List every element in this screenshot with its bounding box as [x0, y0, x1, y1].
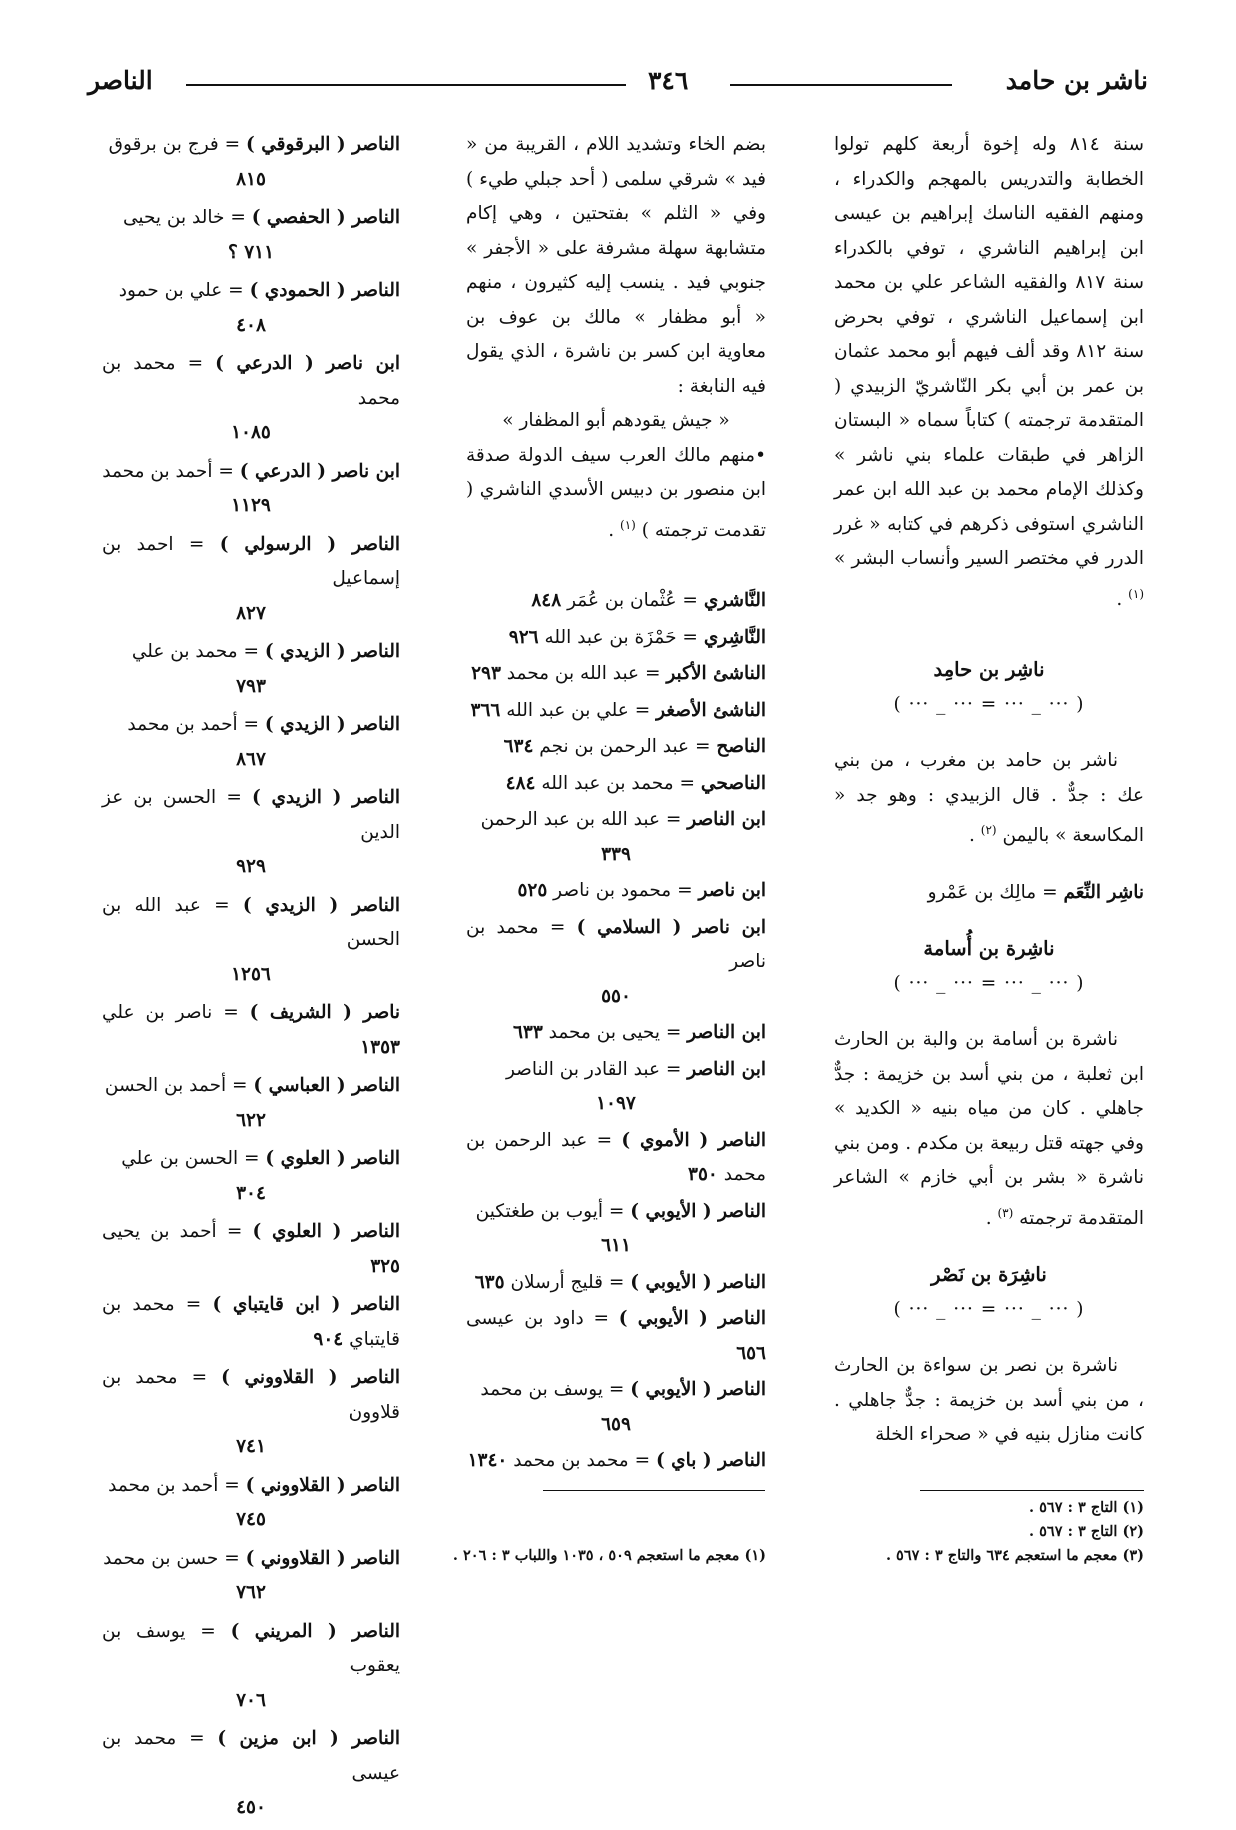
index-entry — [466, 730, 766, 765]
index-entry — [102, 708, 400, 777]
entry-name: ابن ناصر ( الدرعي ) — [239, 460, 400, 482]
entry-name: الناصر ( الحمودي ) — [249, 280, 400, 301]
entry-name: الناصر ( الحفصي ) — [251, 207, 400, 228]
entry-target: = عبد القادر بن الناصر — [505, 1058, 688, 1080]
index-entry — [102, 1288, 400, 1357]
entry-name: الناصر ( الزيدي ) — [264, 641, 400, 662]
index-entry — [466, 584, 766, 619]
entry-heading-nashir-hamid: ناشِر بن حامِد — [933, 658, 1045, 682]
entry-target: = محمد بن قايتباي — [102, 1294, 400, 1350]
verse-quote: « جيش يقودهم أبو المظفار » — [502, 410, 730, 431]
entry-death-year: ٦٢٢ — [236, 1109, 266, 1131]
entry-death-year: ٦٥٦ — [736, 1342, 766, 1364]
entry-death-year: ٤٨٤ — [505, 772, 536, 794]
entry-target: = أحمد بن محمد — [127, 714, 265, 735]
entry-name: الناصر ( الزيدي ) — [252, 787, 400, 808]
entry-target: = محمد بن ناصر — [466, 916, 766, 973]
entry-target: = عبد الله بن محمد — [500, 663, 667, 685]
entry-name: ناصر ( الشريف ) — [249, 1002, 400, 1023]
index-entry — [102, 889, 400, 993]
index-entries-left — [102, 128, 400, 1826]
index-entry — [466, 621, 766, 656]
entry-target: = علي بن عبد الله — [500, 699, 657, 721]
entry-name: الناصر ( الأموي ) — [621, 1129, 766, 1151]
index-entry — [102, 1215, 400, 1284]
entry-name: الناشئ الأكبر — [666, 663, 766, 685]
entry-target: = حَمْزَة بن عبد الله — [538, 626, 704, 648]
index-entry — [466, 1266, 766, 1301]
entry-body: ناشرة بن أسامة بن والبة بن الحارث ابن ثعلبة ، من بني أسد بن خزيمة : جدٌّ جاهلي . كان من مياه بنيه « الكديد » وفي جهته قتل ربيعة بن مكدم . ومن بني ناشرة « بشر بن أبي خازم » الشاعر المتقدمة ترجمته $^{(٣)}$ . — [834, 1029, 1144, 1229]
footnote-2: (٢) التاج ٣ : ٥٦٧ . — [1029, 1523, 1144, 1540]
index-entry — [102, 347, 400, 451]
entry-target: = أحمد بن محمد — [108, 1474, 246, 1496]
index-entry — [466, 1195, 766, 1264]
entry-dates: ( ··· _ ··· = ··· _ ··· ) — [893, 693, 1085, 715]
entry-target: = يوسف بن يعقوب — [102, 1620, 400, 1676]
entry-target: = يوسف بن محمد — [480, 1379, 631, 1401]
entry-name: الناصر ( البرقوقي ) — [246, 134, 400, 155]
entry-death-year: ٧٩٣ — [236, 675, 266, 697]
header-rule-left — [186, 84, 626, 86]
index-entry — [466, 803, 766, 872]
cross-reference: ناشِر النِّعَم = مالِك بن عَمْرو — [927, 881, 1144, 903]
entry-name: ابن ناصر ( الدرعي ) — [215, 353, 400, 374]
entry-target: = الحسن بن عز الدين — [102, 787, 400, 843]
column-right — [834, 128, 1144, 1453]
entry-target: = علي بن حمود — [118, 280, 250, 301]
entry-name: النَّاشِري — [703, 626, 766, 648]
index-entry — [102, 528, 400, 632]
entry-name: ابن ناصر — [698, 880, 766, 902]
entry-death-year: ٤٠٨ — [236, 314, 266, 336]
entry-target: = احمد بن إسماعيل — [102, 533, 400, 589]
footnote-middle: (١) معجم ما استعجم ٥٠٩ ، ١٠٣٥ واللباب ٣ : ٢٠٦ . — [452, 1547, 766, 1564]
entry-death-year: ١٠٨٥ — [231, 422, 271, 443]
entry-name: الناصر ( القلاووني ) — [245, 1547, 400, 1569]
index-entry — [102, 635, 400, 704]
index-entry — [466, 1444, 766, 1479]
entry-name: الناصر ( العباسي ) — [253, 1075, 400, 1096]
entry-death-year: ٣٥٠ — [688, 1164, 718, 1186]
entry-death-year: ٦٥٩ — [601, 1413, 631, 1435]
entry-heading-nashira-usama: ناشِرة بن أُسامة — [923, 937, 1055, 961]
index-entry — [102, 1722, 400, 1826]
entry-name: الناصر ( ابن مزين ) — [217, 1728, 400, 1749]
continued-paragraph: سنة ٨١٤ وله إخوة أربعة كلهم تولوا الخطابة والتدريس بالمهجم والكدراء ، ومنهم الفقيه الناسك إبراهيم بن عيسى ابن إبراهيم الناشري ، توفي بالكدراء سنة ٨١٧ والفقيه الشاعر علي بن محمد ابن إسماعيل الناشري ، توفي بحرض سنة ٨١٢ وقد ألف فيهم أبو محمد عثمان بن عمر بن أبي بكر النّاشريّ الزبيدي ( المتقدمة ترجمته ) كتاباً سماه « البستان الزاهر في طبقات علماء بني ناشر » وكذلك الإمام محمد بن عبد الله ابن عمر الناشري استوفى ذكرهم في كتابه « غرر الدرر في مختصر السير وأنساب البشر » $^{(١)}$ . — [834, 134, 1144, 610]
header-keyword: الناصر — [88, 66, 153, 95]
index-entry — [102, 274, 400, 343]
index-entries-middle — [466, 584, 766, 1479]
entry-target: = عبد الرحمن بن نجم — [533, 736, 717, 758]
entry-target: = أحمد بن يحيى — [102, 1221, 253, 1242]
entry-dates: ( ··· _ ··· = ··· _ ··· ) — [893, 1298, 1085, 1320]
entry-death-year: ٦١١ — [601, 1235, 631, 1257]
entry-name: الناصر ( الأيوبي ) — [630, 1200, 766, 1222]
entry-name: ابن الناصر — [687, 1058, 766, 1080]
entry-death-year: ١٢٥٦ — [231, 963, 271, 985]
entry-name: ابن ناصر ( السلامي ) — [576, 916, 766, 938]
entry-death-year: ١٠٩٧ — [596, 1093, 636, 1115]
entry-death-year: ٦٣٥ — [474, 1271, 505, 1293]
entry-target: = أيوب بن طغتكين — [475, 1200, 631, 1222]
entry-death-year: ٨٦٧ — [236, 748, 266, 770]
entry-death-year: ٦٣٣ — [512, 1022, 543, 1044]
entry-name: الناصر ( الزيدي ) — [264, 714, 400, 735]
entry-dates: ( ··· _ ··· = ··· _ ··· ) — [893, 972, 1085, 994]
entry-target: = محمد بن محمد — [102, 353, 400, 409]
entry-target: = أحمد بن الحسن — [104, 1075, 254, 1096]
entry-target: = عبد الله بن الحسن — [102, 894, 400, 950]
entry-body: ناشر بن حامد بن مغرب ، من بني عك : جدٌّ . قال الزبيدي : وهو جد « المكاسعة » باليمن $^{(٢)}$ . — [834, 750, 1144, 847]
entry-target: = عبد الرحمن بن محمد — [466, 1129, 766, 1186]
entry-name: الناصر ( الرسولي ) — [219, 533, 401, 555]
entry-name: الناصر ( باي ) — [655, 1450, 766, 1472]
entry-name: الناصر ( الزيدي ) — [242, 894, 400, 916]
index-entry — [102, 996, 400, 1065]
entry-name: الناصر ( الأيوبي ) — [630, 1379, 766, 1401]
footnote-rule-right — [920, 1490, 1144, 1491]
entry-target: = محمود بن ناصر — [547, 880, 699, 902]
index-entry — [466, 1302, 766, 1371]
entry-death-year: ١١٢٩ — [231, 495, 271, 516]
entry-target: = ناصر بن علي — [102, 1002, 250, 1023]
index-entry — [466, 911, 766, 1015]
footnote-3: (٣) معجم ما استعجم ٦٣٤ والتاج ٣ : ٥٦٧ . — [885, 1547, 1144, 1564]
column-middle — [466, 128, 766, 1481]
entry-body: ناشرة بن نصر بن سواءة بن الحارث ، من بني أسد بن خزيمة : جدٌّ جاهلي . كانت منازل بنيه في « صحراء الخلة — [834, 1355, 1144, 1446]
entry-target: = محمد بن قلاوون — [102, 1367, 400, 1423]
entry-name: ابن الناصر — [687, 1022, 766, 1044]
entry-death-year: ٧٠٦ — [236, 1689, 266, 1711]
index-entry — [102, 1542, 400, 1611]
entry-target: = أحمد بن محمد — [102, 460, 240, 482]
entry-name: الناصر ( الأيوبي ) — [618, 1308, 766, 1330]
index-entry — [466, 1124, 766, 1193]
entry-death-year: ٥٥٠ — [601, 985, 631, 1007]
index-entry — [466, 694, 766, 729]
entry-target: = حسن بن محمد — [103, 1547, 246, 1569]
entry-name: الناصر ( العلوي ) — [252, 1221, 400, 1242]
entry-target: = عُثْمان بن عُمَر — [561, 590, 704, 612]
index-entry — [102, 1615, 400, 1719]
entry-name: الناصر ( المريني ) — [230, 1620, 400, 1642]
continued-paragraph: بضم الخاء وتشديد اللام ، القريبة من « فيد » شرقي سلمى ( أحد جبلي طيء ) وفي « الثلم » بفتحتين ، وهي إكام متشابهة سهلة مشرفة على « الأجفر » جنوبي فيد . ينسب إليه كثيرون ، منهم « أبو مظفار » مالك بن عوف بن معاوية ابن كسر بن ناشرة ، الذي يقول فيه النابغة : — [466, 134, 766, 397]
entry-target: = محمد بن محمد — [507, 1450, 656, 1472]
entry-death-year: ٧٤٥ — [236, 1509, 266, 1530]
header-entry-title: ناشر بن حامد — [1005, 66, 1148, 95]
index-entry — [102, 128, 400, 197]
entry-death-year: ٨٢٧ — [236, 602, 266, 624]
footnote-rule-middle — [543, 1490, 765, 1491]
entry-death-year: ١٣٥٣ — [360, 1036, 400, 1058]
entry-target: = خالد بن يحيى — [122, 207, 252, 228]
entry-target: = يحيى بن محمد — [542, 1022, 688, 1044]
entry-death-year: ١٣٤٠ — [467, 1450, 508, 1472]
entry-name: الناصحي — [700, 772, 766, 794]
index-entry — [466, 767, 766, 802]
entry-death-year: ٣٢٥ — [370, 1255, 400, 1277]
index-entry — [102, 201, 400, 270]
entry-death-year: ٢٩٣ — [471, 663, 501, 685]
entry-death-year: ٨٤٨ — [531, 590, 562, 612]
entry-death-year: ٩٢٦ — [508, 626, 539, 648]
index-entry — [466, 874, 766, 909]
entry-target: = الحسن بن علي — [121, 1148, 266, 1169]
index-entry — [102, 1361, 400, 1465]
entry-death-year: ٨١٥ — [236, 168, 266, 190]
entry-death-year: ٧١١ ؟ — [227, 241, 275, 263]
index-entry — [102, 1069, 400, 1138]
entry-target: = فرج بن برقوق — [108, 134, 247, 155]
page-number: ٣٤٦ — [648, 66, 689, 95]
entry-name: الناشئ الأصغر — [656, 699, 766, 721]
running-header — [88, 66, 1148, 102]
entry-heading-nashira-nasr: ناشِرَة بن نَصْر — [931, 1263, 1047, 1287]
index-entry — [102, 1469, 400, 1538]
index-entry — [466, 1016, 766, 1051]
column-left — [102, 128, 400, 1830]
entry-death-year: ٤٥٠ — [236, 1797, 266, 1818]
header-rule-right — [730, 84, 952, 86]
entry-death-year: ٣٣٩ — [601, 843, 631, 865]
entry-death-year: ٣٦٦ — [470, 699, 501, 721]
entry-name: الناصر ( الأيوبي ) — [630, 1271, 766, 1293]
entry-name: ابن الناصر — [687, 809, 766, 831]
entry-name: الناصر ( القلاووني ) — [245, 1474, 400, 1496]
index-entry — [102, 781, 400, 885]
index-entry — [102, 1142, 400, 1211]
entry-death-year: ٩٠٤ — [313, 1328, 344, 1350]
entry-death-year: ٩٢٩ — [236, 856, 266, 877]
entry-target: = محمد بن عيسى — [102, 1728, 400, 1784]
entry-name: الناصر ( العلوي ) — [265, 1148, 400, 1169]
entry-name: الناصح — [716, 736, 766, 758]
entry-target: = محمد بن عبد الله — [535, 772, 701, 794]
entry-target: = محمد بن علي — [131, 641, 265, 662]
entry-death-year: ٣٠٤ — [236, 1182, 266, 1204]
entry-target: = داود بن عيسى — [466, 1308, 619, 1330]
index-entry — [466, 1053, 766, 1122]
entry-target: = عبد الله بن عبد الرحمن — [480, 809, 688, 831]
entry-name: الناصر ( ابن قايتباي ) — [212, 1294, 400, 1315]
entry-name: الناصر ( القلاووني ) — [221, 1367, 400, 1388]
entry-name: النَّاشري — [703, 590, 766, 612]
entry-body: •منهم مالك العرب سيف الدولة صدقة ابن منصور بن دبيس الأسدي الناشري ( تقدمت ترجمته ) $^{(١)}$ . — [466, 444, 766, 541]
index-entry — [466, 657, 766, 692]
footnote-1: (١) التاج ٣ : ٥٦٧ . — [1029, 1499, 1144, 1516]
entry-death-year: ٧٤١ — [236, 1436, 266, 1457]
entry-death-year: ٦٣٤ — [503, 736, 534, 758]
entry-death-year: ٥٢٥ — [517, 880, 548, 902]
index-entry — [102, 455, 400, 524]
index-entry — [466, 1373, 766, 1442]
entry-target: = قليج أرسلان — [504, 1271, 631, 1293]
entry-death-year: ٧٦٢ — [236, 1582, 266, 1603]
